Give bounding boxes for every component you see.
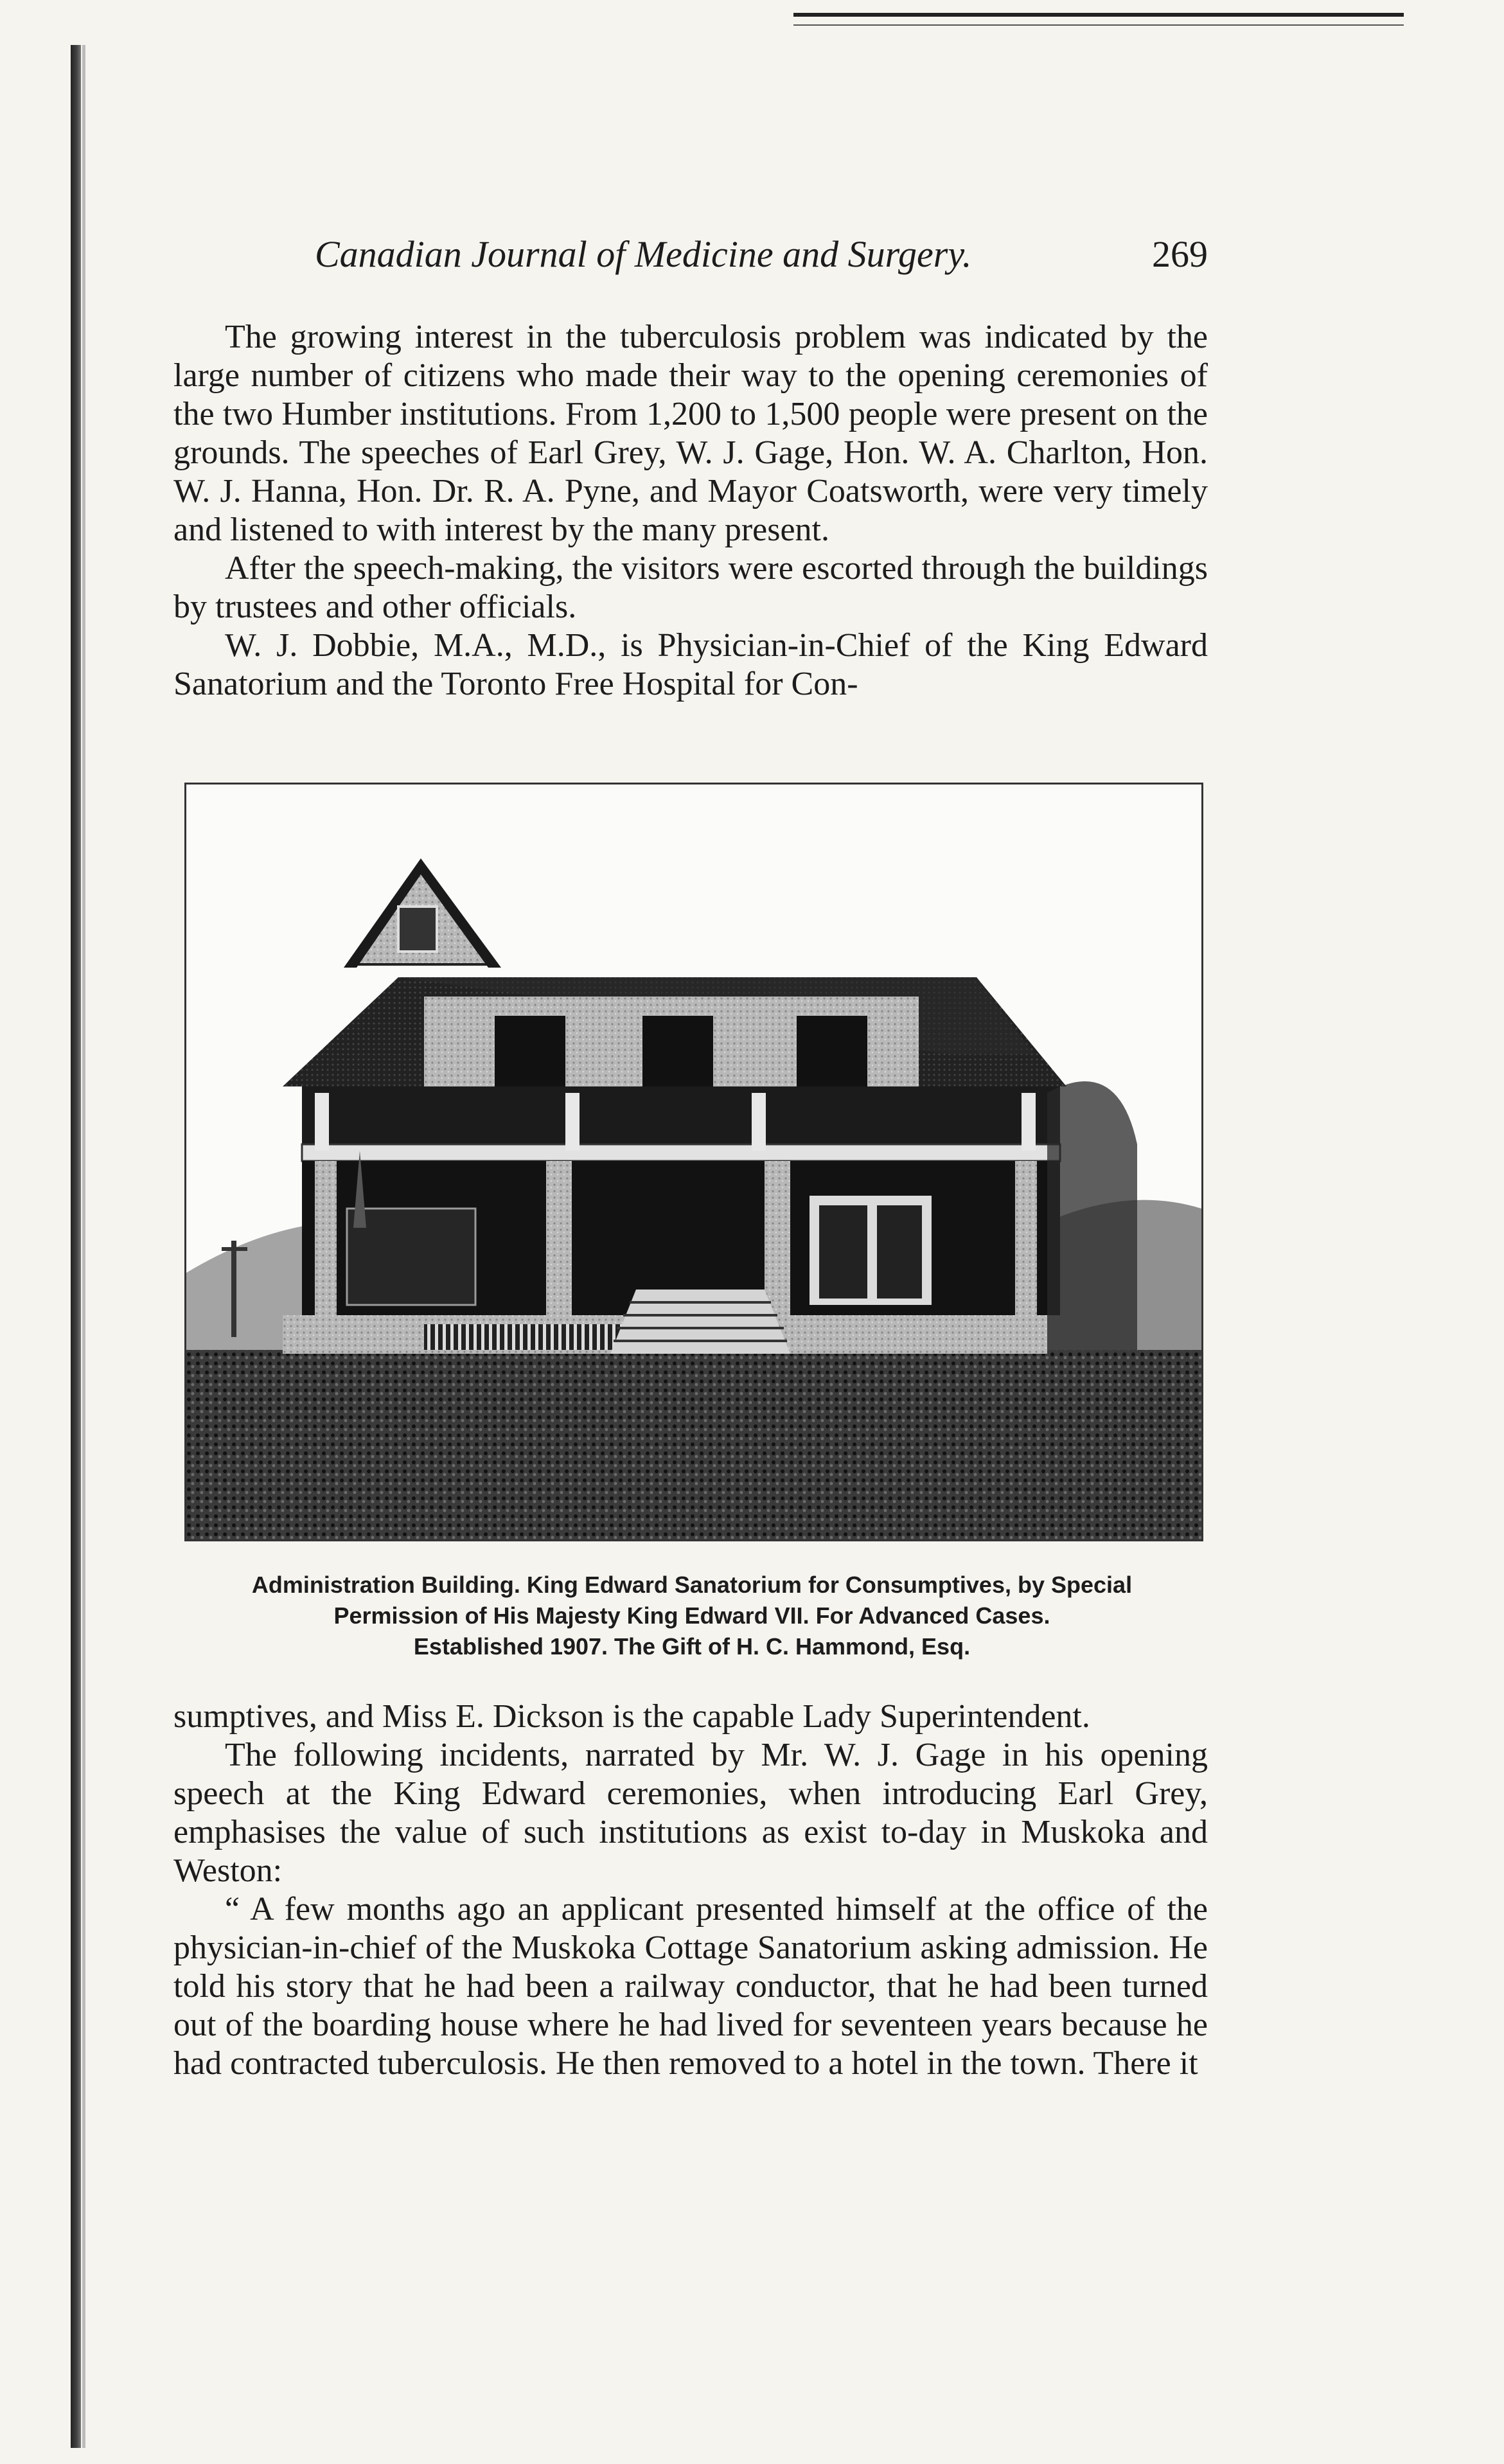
top-rule	[793, 13, 1404, 26]
figure-caption	[175, 1570, 1209, 1662]
paragraph: W. J. Dobbie, M.A., M.D., is Physician-in-Chief of the King Edward Sanatorium and the Toronto Free Hospital for Con-	[173, 627, 1208, 702]
caption-line: Administration Building. King Edward Sanatorium for Consumptives, by Special	[251, 1572, 1133, 1598]
paragraph: The growing interest in the tuberculosis problem was indicated by the large number of citizens who made their way to the opening ceremonies of the two Humber institutions. From 1,200 to 1,500 people were present on the grounds. The speeches of Earl Grey, W. J. Gage, Hon. W. A. Charlton, Hon. W. J. Hanna, Hon. Dr. R. A. Pyne, and Mayor Coatsworth, were very timely and listened to with interest by the many present.	[173, 319, 1208, 548]
page-binding-edge	[71, 45, 81, 2448]
caption-line: Established 1907. The Gift of H. C. Hammond, Esq.	[413, 1633, 971, 1660]
body-text-bottom	[173, 1697, 1208, 2083]
caption-line: Permission of His Majesty King Edward VII. For Advanced Cases.	[333, 1602, 1050, 1629]
paragraph: The following incidents, narrated by Mr. W. J. Gage in his opening speech at the King Edward ceremonies, when introducing Earl Grey, emphasises the value of such institutions as exist to-day in Muskoka and Weston:	[173, 1737, 1208, 1889]
sanatorium-photograph	[184, 783, 1203, 1541]
page-binding-highlight	[82, 45, 85, 2448]
paragraph: sumptives, and Miss E. Dickson is the capable Lady Superintendent.	[173, 1698, 1090, 1735]
paragraph: “ A few months ago an applicant presented himself at the office of the physician-in-chief of the Muskoka Cottage Sanatorium asking admission. He told his story that he had been a railway conductor, that he had been turned out of the boarding house where he had lived for seventeen years because he had contracted tuberculosis. He then removed to a hotel in the town. There it	[173, 1891, 1208, 2082]
paragraph: After the speech-making, the visitors were escorted through the buildings by trustees and other officials.	[173, 550, 1208, 625]
building-photo-image	[186, 784, 1201, 1539]
journal-title: Canadian Journal of Medicine and Surgery.	[315, 233, 972, 275]
running-header	[315, 233, 1208, 284]
body-text-top	[173, 318, 1208, 704]
page-number: 269	[1152, 233, 1208, 275]
